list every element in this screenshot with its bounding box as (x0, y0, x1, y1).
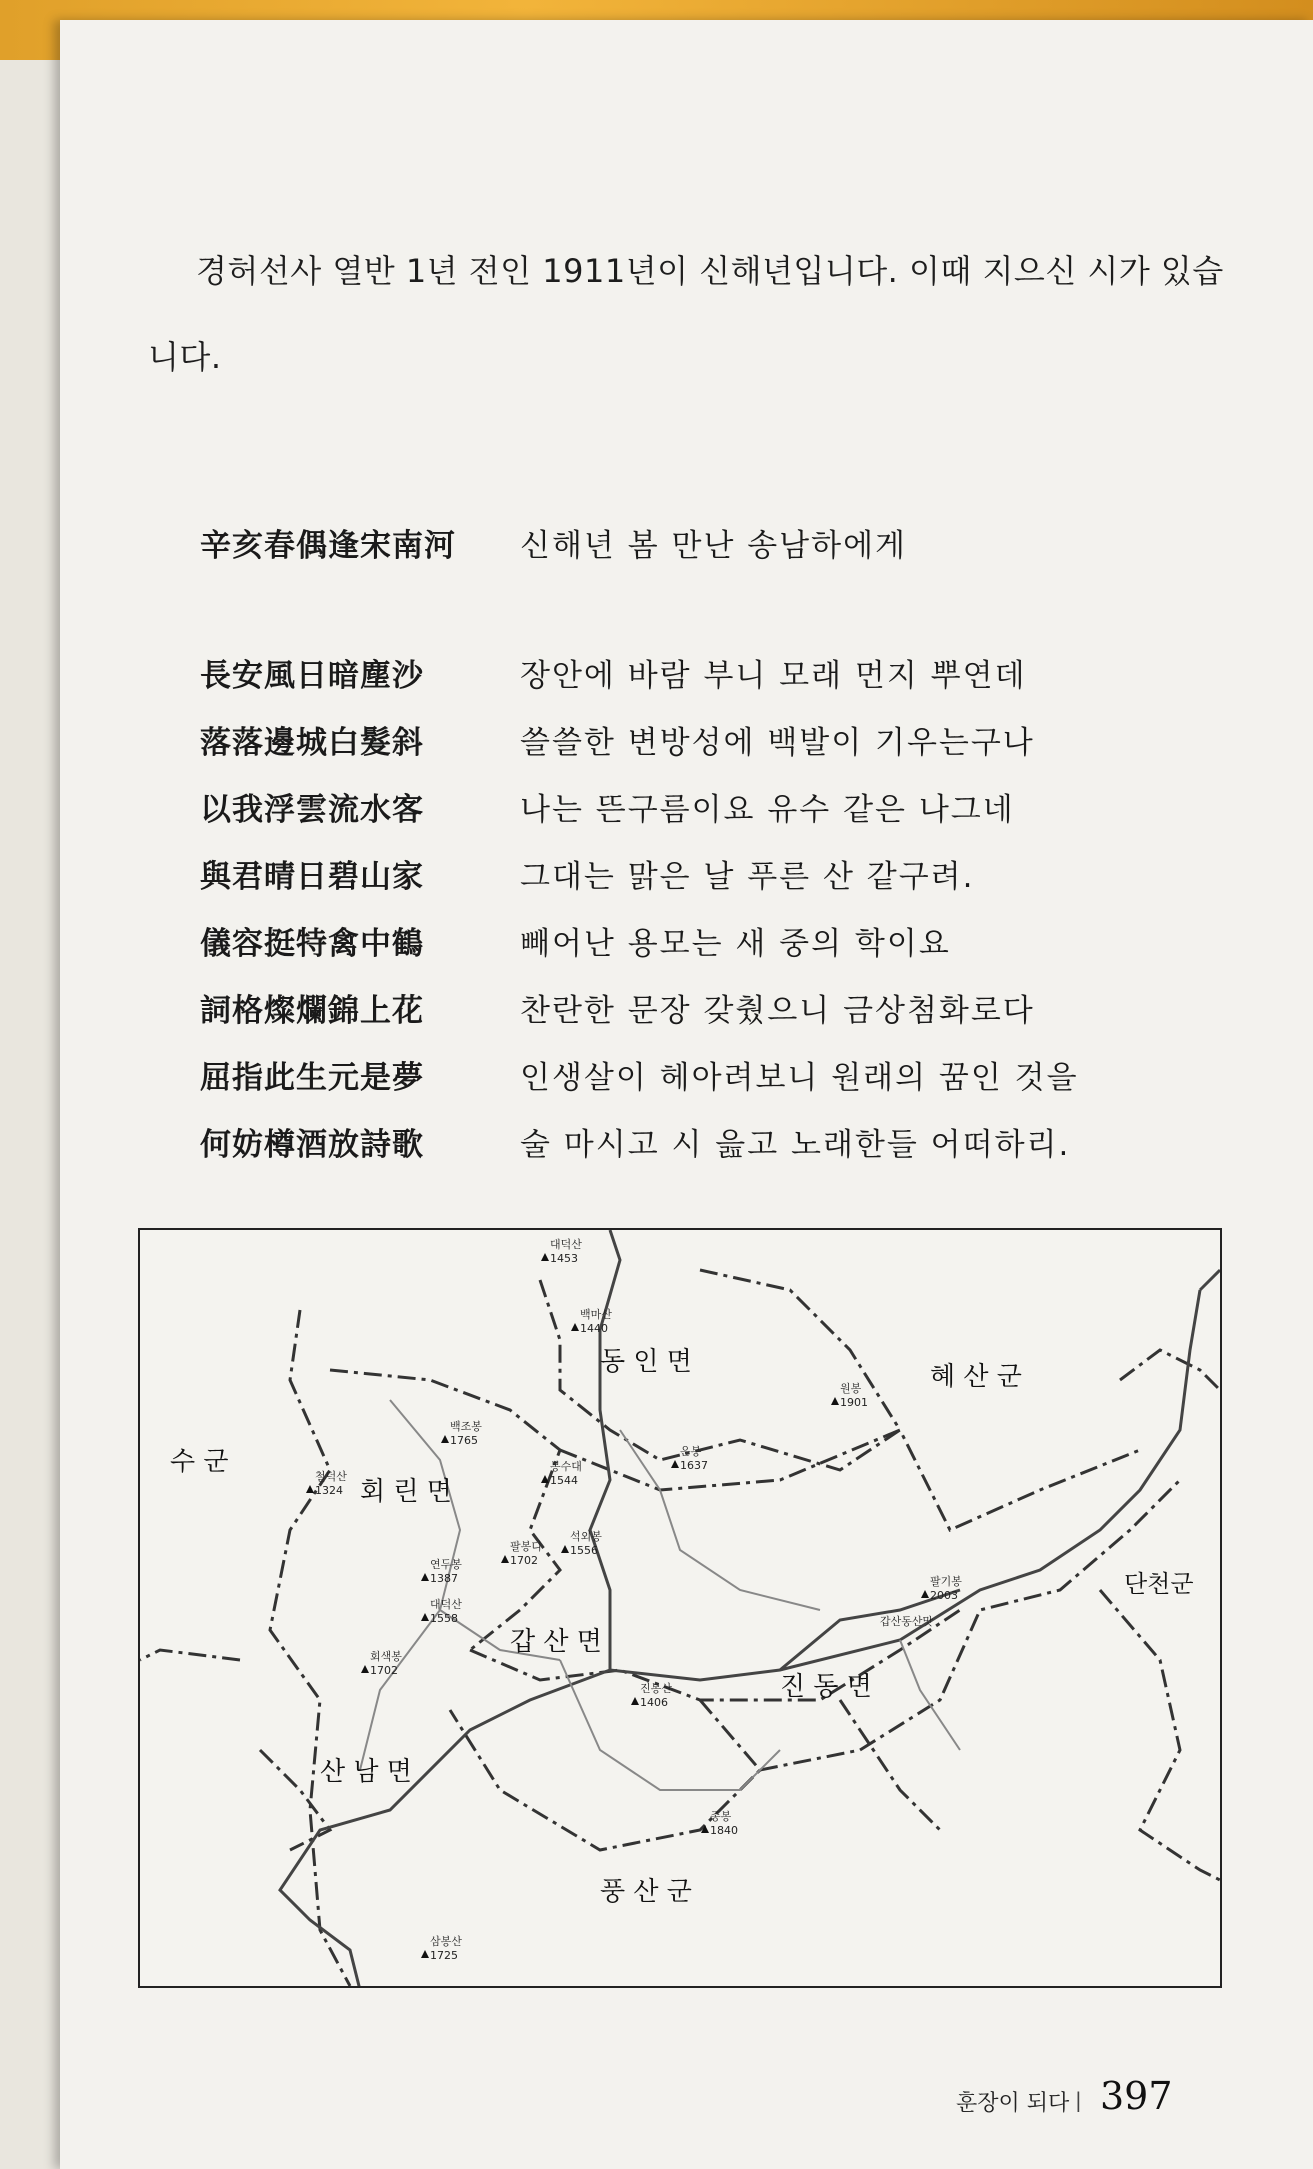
svg-text:종봉: 종봉 (710, 1810, 732, 1823)
region-label-dancheon: 단천군 (1124, 1570, 1194, 1598)
peak-marker (361, 1649, 402, 1677)
peak-triangle-icon (831, 1397, 839, 1405)
region-label-hoerin: 회 린 면 (360, 1477, 452, 1507)
peak-marker (306, 1469, 347, 1497)
region-label-hyesan: 혜 산 군 (930, 1362, 1022, 1392)
region-label-jindong: 진 동 면 (780, 1672, 872, 1702)
svg-text:1387: 1387 (430, 1572, 458, 1585)
poem-line (140, 717, 1240, 777)
svg-text:1453: 1453 (550, 1252, 578, 1265)
svg-text:대덕산: 대덕산 (550, 1238, 582, 1251)
book-page (60, 20, 1313, 2169)
svg-text:철덕산: 철덕산 (315, 1470, 347, 1483)
poem-line (140, 1119, 1240, 1179)
svg-text:1702: 1702 (510, 1554, 538, 1567)
svg-text:1406: 1406 (640, 1696, 668, 1709)
poem-line (140, 650, 1240, 710)
poem-line-hanja: 何妨樽酒放詩歌 (200, 1127, 424, 1163)
rivers (280, 1230, 1220, 1986)
footer-separator: | (1075, 2088, 1082, 2112)
poem-line-korean: 찬란한 문장 갖췄으니 금상첨화로다 (520, 993, 1035, 1029)
peak-triangle-icon (671, 1460, 679, 1468)
poem-line-hanja: 與君晴日碧山家 (200, 859, 424, 895)
svg-text:1544: 1544 (550, 1474, 578, 1487)
region-label-dongin: 동 인 면 (600, 1347, 692, 1377)
peak-marker (541, 1237, 582, 1265)
peak-marker (831, 1381, 868, 1409)
poem-line-korean: 인생살이 헤아려보니 원래의 꿈인 것을 (520, 1060, 1079, 1096)
region-label-pungsan: 풍 산 군 (600, 1877, 692, 1907)
poem-line-korean: 술 마시고 시 읊고 노래한들 어떠하리. (520, 1127, 1071, 1163)
svg-text:1558: 1558 (430, 1612, 458, 1625)
roads (360, 1400, 960, 1790)
poem-line-hanja: 落落邊城白髮斜 (200, 725, 424, 761)
svg-text:운봉: 운봉 (680, 1445, 702, 1458)
poem-line-korean: 빼어난 용모는 새 중의 학이요 (520, 926, 951, 962)
svg-text:백조봉: 백조봉 (450, 1420, 482, 1433)
region-label-su: 수 군 (170, 1447, 229, 1477)
peak-marker (701, 1810, 738, 1837)
peak-marker (421, 1934, 462, 1962)
peak-marker (541, 1459, 582, 1487)
poem-line-hanja: 儀容挺特禽中鶴 (200, 926, 424, 962)
svg-text:팔봉디: 팔봉디 (510, 1540, 542, 1553)
svg-text:대덕산: 대덕산 (430, 1598, 462, 1611)
poem-title-hanja: 辛亥春偶逢宋南河 (200, 528, 456, 564)
peak-triangle-icon (306, 1485, 314, 1493)
peak-triangle-icon (361, 1665, 369, 1673)
region-label-sannam: 산 남 면 (320, 1757, 412, 1787)
peak-triangle-icon (501, 1555, 509, 1563)
poem-line (140, 784, 1240, 844)
map-figure (138, 1228, 1222, 1988)
page-number: 397 (1100, 2074, 1173, 2118)
poem-line (140, 918, 1240, 978)
peak-triangle-icon (441, 1435, 449, 1443)
poem-line-korean: 나는 뜬구름이요 유수 같은 나그네 (520, 792, 1015, 828)
svg-text:진봉산: 진봉산 (640, 1682, 672, 1695)
svg-text:2003: 2003 (930, 1589, 958, 1602)
peak-triangle-icon (421, 1950, 429, 1958)
svg-text:팔기봉: 팔기봉 (930, 1575, 962, 1588)
svg-text:1725: 1725 (430, 1949, 458, 1962)
peak-triangle-icon (921, 1590, 929, 1598)
svg-text:1901: 1901 (840, 1396, 868, 1409)
poem-title-korean: 신해년 봄 만난 송남하에게 (520, 528, 907, 564)
svg-text:백마산: 백마산 (580, 1308, 612, 1321)
poem-line-korean: 장안에 바람 부니 모래 먼지 뿌연데 (520, 658, 1027, 694)
peak-marker (441, 1419, 482, 1447)
svg-text:1637: 1637 (680, 1459, 708, 1472)
peak-markers (306, 1237, 962, 1962)
intro-paragraph: 경허선사 열반 1년 전인 1911년이 신해년입니다. 이때 지으신 시가 있습니다. (148, 252, 1224, 376)
poem-title-row (140, 520, 1240, 580)
poem-line-hanja: 屈指此生元是夢 (200, 1060, 424, 1096)
poem-line (140, 851, 1240, 911)
svg-text:연두봉: 연두봉 (430, 1558, 462, 1571)
peak-triangle-icon (571, 1323, 579, 1331)
peak-triangle-icon (561, 1545, 569, 1553)
svg-text:봉수대: 봉수대 (550, 1460, 582, 1473)
map-svg (140, 1230, 1220, 1986)
svg-text:1702: 1702 (370, 1664, 398, 1677)
peak-triangle-icon (541, 1253, 549, 1261)
peak-marker (421, 1557, 462, 1585)
peak-triangle-icon (421, 1573, 429, 1581)
poem-line-korean: 그대는 맑은 날 푸른 산 같구려. (520, 859, 975, 895)
peak-triangle-icon (631, 1697, 639, 1705)
svg-text:1440: 1440 (580, 1322, 608, 1335)
svg-text:삼봉산: 삼봉산 (430, 1935, 462, 1948)
poem-line-korean: 쓸쓸한 변방성에 백발이 기우는구나 (520, 725, 1035, 761)
peak-marker (501, 1539, 542, 1567)
running-footer-label: 훈장이 되다 (956, 2091, 1070, 2116)
svg-text:원봉: 원봉 (840, 1382, 862, 1395)
svg-text:회색봉: 회색봉 (370, 1650, 402, 1663)
poem-line-hanja: 長安風日暗塵沙 (200, 658, 424, 694)
poem-line-hanja: 以我浮雲流水客 (200, 792, 424, 828)
poem-line-hanja: 詞格燦爛錦上花 (200, 993, 424, 1029)
svg-text:1556: 1556 (570, 1544, 598, 1557)
peak-triangle-icon (421, 1613, 429, 1621)
peak-marker (631, 1681, 672, 1709)
svg-text:1324: 1324 (315, 1484, 343, 1497)
region-label-gapsan: 갑 산 면 (510, 1627, 602, 1657)
svg-text:1840: 1840 (710, 1824, 738, 1837)
map-town-label: 갑산동산맛 (880, 1615, 934, 1628)
peak-marker (561, 1529, 602, 1557)
svg-text:1765: 1765 (450, 1434, 478, 1447)
peak-marker (571, 1307, 612, 1335)
svg-text:석외봉: 석외봉 (570, 1530, 602, 1543)
poem-line (140, 985, 1240, 1045)
peak-marker (921, 1574, 962, 1602)
poem-line (140, 1052, 1240, 1112)
